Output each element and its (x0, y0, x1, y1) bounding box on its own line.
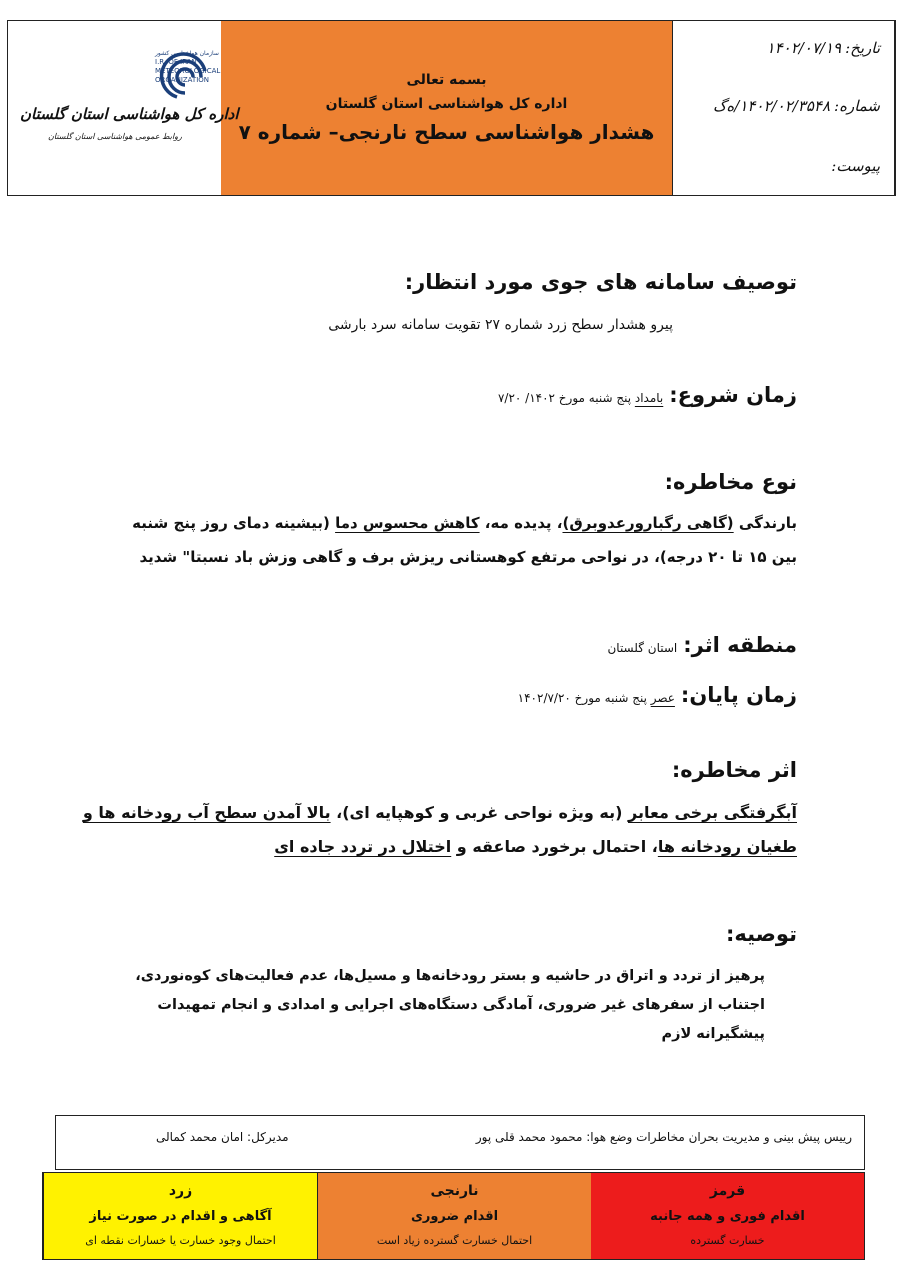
start-time-value (498, 391, 663, 405)
number-value: ۱۴۰۲/۰۲/۳۵۴۸/ه‌گ (713, 97, 831, 115)
end-time-prefix: عصر (650, 691, 675, 705)
date-label: تاریخ: (845, 39, 880, 57)
description-heading: توصیف سامانه های جوی مورد انتظار: (404, 270, 797, 294)
advice-line-3: پیشگیرانه لازم (661, 1026, 765, 1042)
end-time-heading: زمان پایان: (680, 683, 797, 707)
effect-text-a: آبگرفتگی برخی معابر (628, 803, 797, 822)
logo-text-3: METEOROLOGICAL (155, 67, 221, 75)
end-time-rest: پنج شنبه مورخ ۱۴۰۲/۷/۲۰ (517, 691, 651, 705)
level-action: اقدام فوری و همه جانبه (650, 1209, 805, 1224)
hazard-effect-heading: اثر مخاطره: (671, 758, 797, 782)
advice-line-2: اجتناب از سفرهای غیر ضروری، آمادگی دستگاه‌های اجرایی و امدادی و انجام تمهیدات (157, 997, 765, 1013)
level-note: احتمال وجود خسارت یا خسارات نقطه ای (85, 1234, 276, 1247)
start-time-prefix: بامداد (634, 391, 664, 405)
org-name: اداره کل هواشناسی استان گلستان (20, 105, 239, 123)
level-orange (317, 1173, 591, 1259)
title-cell (221, 21, 673, 195)
hazard-text-c: ، پدیده مه، (479, 514, 563, 532)
hazard-type-text (105, 506, 797, 574)
date-value: ۱۴۰۲/۰۷/۱۹ (766, 39, 842, 57)
level-name: زرد (168, 1183, 193, 1199)
advice-line-1: پرهیز از تردد و اتراق در حاشیه و بستر رودخانه‌ها و مسیل‌ها، عدم فعالیت‌های کوه‌نوردی، (135, 968, 765, 984)
header-box (7, 20, 896, 196)
advice-text (125, 962, 765, 1049)
effect-text-d: طغیان رودخانه ها (657, 837, 797, 856)
number-row (713, 97, 880, 115)
logo-text-2: I.R. OF IRAN (155, 58, 197, 66)
level-name: قرمز (709, 1183, 746, 1199)
attachment-label: پیوست: (831, 157, 880, 175)
logo-cell (8, 21, 239, 195)
level-note: خسارت گسترده (690, 1234, 765, 1247)
end-time-row (518, 683, 797, 707)
effect-text-c: بالا آمدن سطح آب رودخانه ها و (82, 803, 331, 822)
level-action: آگاهی و اقدام در صورت نیاز (89, 1209, 272, 1224)
number-label: شماره: (834, 97, 880, 115)
effect-text-f: اختلال در تردد جاده ای (274, 837, 452, 856)
logo-text-1: سازمان هواشناسی کشور (155, 50, 219, 57)
region-heading: منطقه اثر: (683, 633, 797, 657)
level-action: اقدام ضروری (410, 1209, 499, 1224)
end-time-value (518, 691, 675, 705)
region-row (607, 633, 797, 657)
advice-heading: توصیه: (725, 922, 797, 946)
title-line-1: بسمه تعالی (406, 72, 487, 88)
warning-levels-table (42, 1172, 865, 1260)
level-yellow (43, 1173, 317, 1259)
start-time-row (498, 383, 797, 407)
hazard-text-e: (بیشینه دمای روز پنج شنبه (132, 514, 336, 532)
forecast-head-signature: رییس پیش بینی و مدیریت بحران مخاطرات وضع هوا: محمود محمد قلی پور (475, 1130, 852, 1144)
doc-info-cell (673, 21, 895, 195)
hazard-type-heading: نوع مخاطره: (664, 470, 797, 494)
effect-text-e: ، احتمال برخورد صاعقه و (451, 837, 658, 856)
hazard-text-a: بارندگی (733, 514, 797, 532)
date-row (767, 39, 880, 57)
level-name: نارنجی (430, 1183, 479, 1199)
meteorological-organization-logo (37, 45, 221, 105)
hazard-text-b: (گاهی رگبارورعدوبرق) (562, 514, 734, 532)
attachment-row (831, 157, 880, 175)
title-line-2: اداره کل هواشناسی استان گلستان (325, 96, 568, 112)
logo-text-4: ORGANIZATION (155, 76, 210, 84)
effect-line-2 (83, 830, 797, 864)
description-text: پیرو هشدار سطح زرد شماره ۲۷ تقویت سامانه سرد بارشی (328, 317, 673, 333)
hazard-line-1 (105, 506, 797, 540)
signature-box (55, 1115, 865, 1170)
start-time-heading: زمان شروع: (669, 383, 797, 407)
page-title: هشدار هواشناسی سطح نارنجی– شماره ۷ (238, 120, 655, 144)
start-time-rest: پنج شنبه مورخ ۱۴۰۲/ ۷/۲۰ (497, 391, 635, 405)
effect-line-1 (83, 796, 797, 830)
region-value: استان گلستان (607, 641, 678, 655)
org-subtitle: روابط عمومی هواشناسی استان گلستان (48, 132, 182, 141)
hazard-text-d: کاهش محسوس دما (335, 514, 480, 532)
hazard-line-2: بین ۱۵ تا ۲۰ درجه)، در نواحی مرتفع کوهستانی ریزش برف و گاهی وزش باد نسبتا" شدید (139, 548, 797, 566)
effect-text-b: (به ویژه نواحی غربی و کوهپایه ای)، (330, 803, 629, 822)
level-red (591, 1173, 864, 1259)
level-note: احتمال خسارت گسترده زیاد است (376, 1234, 533, 1247)
hazard-effect-text (83, 796, 797, 864)
director-signature: مدیرکل: امان محمد کمالی (156, 1130, 289, 1144)
